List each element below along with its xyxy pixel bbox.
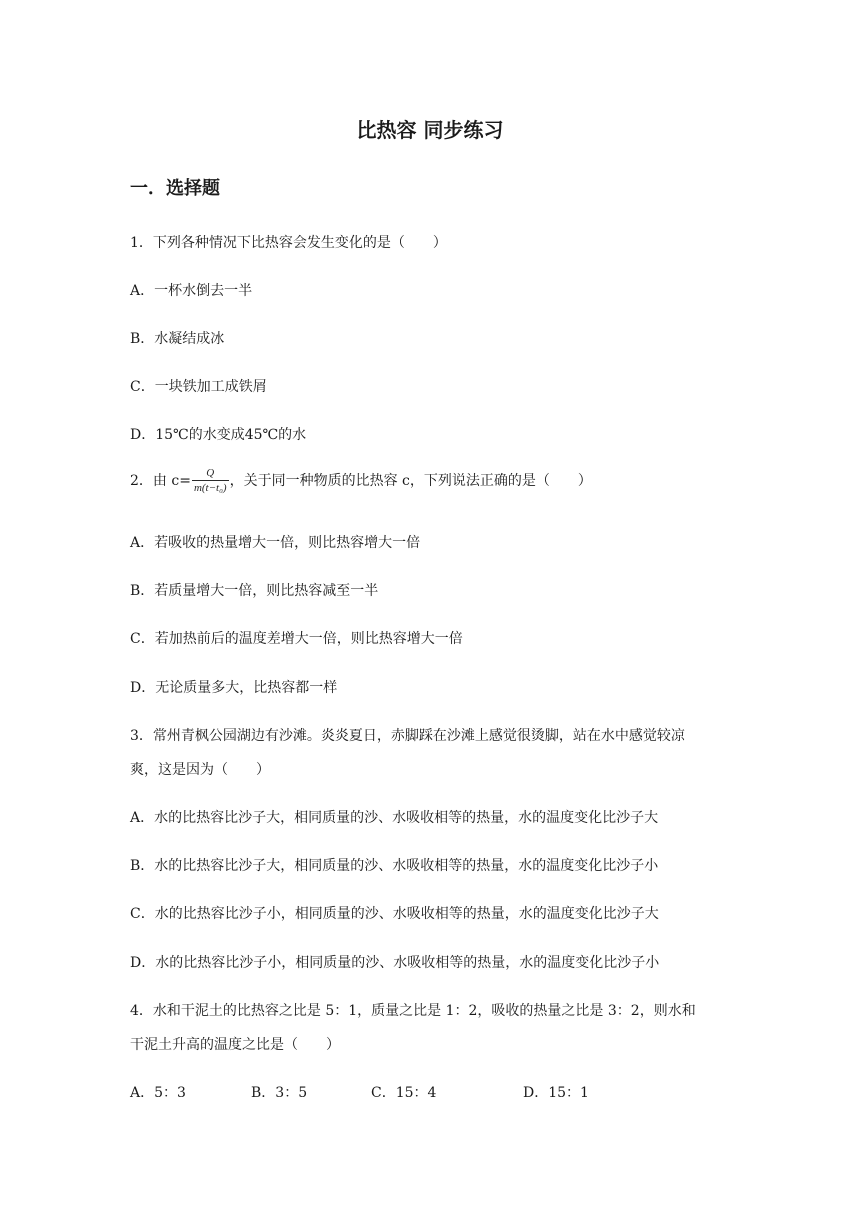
question-1-stem: 1．下列各种情况下比热容会发生变化的是（ ） [130, 235, 447, 251]
page-title: 比热容 同步练习 [356, 118, 504, 142]
question-4-option-d: D．15：1 [523, 1085, 589, 1101]
question-1-option-b: B．水凝结成冰 [130, 331, 225, 347]
specific-heat-formula [192, 468, 229, 494]
question-4-option-c: C．15：4 [371, 1085, 437, 1101]
question-4-stem-line-2: 干泥土升高的温度之比是（ ） [130, 1037, 340, 1053]
question-4-options [130, 1082, 589, 1102]
question-3-stem-line-2: 爽，这是因为（ ） [130, 762, 270, 778]
question-2-stem [130, 468, 592, 494]
question-2-stem-suffix: ，关于同一种物质的比热容 c，下列说法正确的是（ ） [229, 473, 592, 489]
question-1-option-a: A．一杯水倒去一半 [130, 283, 253, 299]
question-2-option-a: A．若吸收的热量增大一倍，则比热容增大一倍 [130, 535, 421, 551]
question-3-option-b: B．水的比热容比沙子大，相同质量的沙、水吸收相等的热量，水的温度变化比沙子小 [130, 858, 659, 874]
question-3-option-c: C．水的比热容比沙子小，相同质量的沙、水吸收相等的热量，水的温度变化比沙子大 [130, 906, 659, 922]
question-3-option-a: A．水的比热容比沙子大，相同质量的沙、水吸收相等的热量，水的温度变化比沙子大 [130, 810, 659, 826]
section-heading: 一．选择题 [130, 178, 220, 199]
question-2-option-d: D．无论质量多大，比热容都一样 [130, 680, 338, 696]
question-2-option-b: B．若质量增大一倍，则比热容减至一半 [130, 583, 379, 599]
formula-denominator: m(t−t₀) [193, 482, 227, 494]
question-1-option-d: D．15℃的水变成45℃的水 [130, 427, 307, 443]
question-3-stem-line-1: 3．常州青枫公园湖边有沙滩。炎炎夏日，赤脚踩在沙滩上感觉很烫脚，站在水中感觉较凉 [130, 728, 685, 744]
formula-numerator: Q [206, 467, 215, 479]
question-4-stem-line-1: 4．水和干泥土的比热容之比是 5：1，质量之比是 1：2，吸收的热量之比是 3：2，则水和 [130, 1003, 696, 1019]
question-3-option-d: D．水的比热容比沙子小，相同质量的沙、水吸收相等的热量，水的温度变化比沙子小 [130, 955, 660, 971]
question-4-option-b: B．3：5 [251, 1085, 308, 1101]
question-2-stem-prefix: 2．由 c= [130, 473, 191, 489]
question-2-option-c: C．若加热前后的温度差增大一倍，则比热容增大一倍 [130, 631, 463, 647]
question-4-option-a: A．5：3 [130, 1085, 186, 1101]
question-1-option-c: C．一块铁加工成铁屑 [130, 379, 267, 395]
